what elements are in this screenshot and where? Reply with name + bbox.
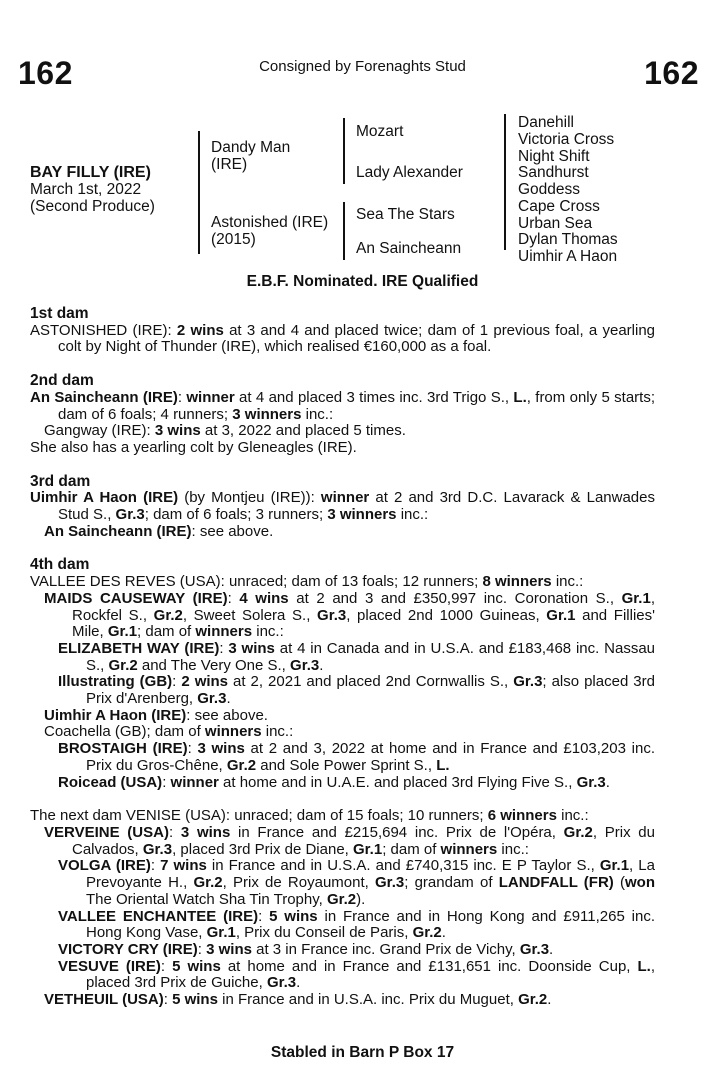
- catalogue-body: [30, 306, 655, 1026]
- bold-text: L.: [513, 388, 527, 406]
- text: , La Prevoyante H.,: [86, 857, 655, 892]
- bold-text: VETHEUIL (USA): [44, 991, 164, 1009]
- horse-produce: (Second Produce): [30, 198, 155, 215]
- ebf-qualification: E.B.F. Nominated. IRE Qualified: [246, 273, 479, 290]
- bold-text: VALLEE ENCHANTEE (IRE): [58, 907, 259, 925]
- bold-text: 8 winners: [482, 573, 552, 591]
- text: ; grandam of: [404, 874, 499, 892]
- text: inc.:: [301, 405, 334, 423]
- record-line: [58, 775, 655, 792]
- record-line: [30, 490, 655, 523]
- bold-text: Gr.3: [266, 974, 297, 992]
- bold-text: 3 wins: [154, 422, 201, 440]
- text: at 3, 2022 and placed 5 times.: [200, 422, 406, 440]
- bold-text: MAIDS CAUSEWAY (IRE): [44, 589, 228, 607]
- text: inc.:: [551, 573, 584, 591]
- text: ; dam of: [382, 840, 441, 858]
- bold-text: Illustrating (GB): [58, 673, 173, 691]
- bold-text: Gr.2: [326, 890, 357, 908]
- record-line: [58, 674, 655, 707]
- text: ; also placed 3rd Prix d'Arenberg,: [86, 673, 655, 708]
- bold-text: Uimhir A Haon (IRE): [30, 489, 179, 507]
- record-line: [44, 591, 655, 641]
- text: inc.:: [497, 840, 529, 858]
- consignor: Consigned by Forenaghts Stud: [259, 58, 466, 75]
- bold-text: won: [624, 874, 655, 892]
- ancestor-2: Victoria Cross: [518, 131, 615, 148]
- text: ASTONISHED (IRE):: [30, 321, 177, 339]
- text: (: [613, 874, 625, 892]
- text: ; dam of: [137, 623, 196, 641]
- text: .: [441, 924, 446, 942]
- text: .: [319, 656, 324, 674]
- lot-number-right: 162: [644, 55, 699, 91]
- text: , from only 5 starts; dam of 6 foals; 4 runners;: [58, 388, 655, 423]
- text: inc.:: [252, 623, 284, 641]
- text: at 2, 2021 and placed 2nd Cornwallis S.,: [228, 673, 514, 691]
- text: The Oriental Watch Sha Tin Trophy,: [86, 890, 327, 908]
- text: inc.:: [261, 723, 294, 741]
- section-heading: 4th dam: [30, 556, 90, 574]
- text: :: [227, 589, 240, 607]
- record-line: [58, 942, 655, 959]
- text: , Sweet Solera S.,: [182, 606, 318, 624]
- bold-text: Gr.3: [290, 656, 320, 674]
- granddam-maternal: An Saincheann: [356, 240, 462, 257]
- dam-section: [30, 474, 655, 541]
- record-line: [58, 909, 655, 942]
- text: at 2 and 3rd D.C. Lavarack & Lanwades Stud S.,: [58, 489, 655, 524]
- ancestor-4: Sandhurst: [518, 164, 589, 181]
- pedigree-bracket-1: [198, 131, 200, 254]
- bold-text: 5 wins: [172, 957, 221, 975]
- bold-text: 4 wins: [239, 589, 289, 607]
- bold-text: Gr.3: [375, 874, 405, 892]
- record-line: [30, 808, 655, 825]
- pedigree-bracket-2a: [343, 118, 345, 184]
- bold-text: Gr.3: [142, 840, 173, 858]
- record-line: [44, 524, 655, 541]
- text: :: [258, 907, 270, 925]
- section-heading: 2nd dam: [30, 372, 94, 390]
- bold-text: 3 wins: [228, 639, 275, 657]
- ancestor-3: Night Shift: [518, 148, 590, 165]
- text: The next dam VENISE (USA): unraced; dam of 15 foals; 10 runners;: [30, 807, 488, 825]
- bold-text: Gr.1: [107, 623, 138, 641]
- pedigree-bracket-3: [504, 114, 506, 250]
- text: :: [168, 823, 181, 841]
- text: ; dam of 6 foals; 3 runners;: [144, 506, 328, 524]
- ancestor-7: Urban Sea: [518, 215, 593, 232]
- dam-section: [30, 306, 655, 356]
- horse-dob: March 1st, 2022: [30, 181, 142, 198]
- bold-text: Gr.1: [599, 857, 630, 875]
- bold-text: L.: [436, 756, 450, 774]
- stabling-info: Stabled in Barn P Box 17: [270, 1044, 455, 1061]
- text: inc.:: [396, 506, 429, 524]
- grandsire-paternal: Mozart: [356, 123, 404, 140]
- text: at 3 in France inc. Grand Prix de Vichy,: [251, 940, 520, 958]
- record-line: [30, 323, 655, 356]
- text: VALLEE DES REVES (USA): unraced; dam of 13 foals; 12 runners;: [30, 573, 483, 591]
- bold-text: Gr.3: [519, 940, 550, 958]
- text: in France and in Hong Kong and £911,265 inc. Hong Kong Vase,: [86, 907, 655, 942]
- text: :: [219, 639, 229, 657]
- section-heading: 1st dam: [30, 305, 89, 322]
- ancestor-6: Cape Cross: [518, 198, 600, 215]
- text: .: [547, 991, 552, 1009]
- text: Coachella (GB); dam of: [44, 723, 205, 741]
- bold-text: 3 wins: [197, 740, 245, 758]
- bold-text: 3 wins: [180, 823, 231, 841]
- text: : see above.: [186, 706, 268, 724]
- text: at 2 and 3 and £350,997 inc. Coronation S.,: [288, 589, 622, 607]
- text: in France and £215,694 inc. Prix de l'Opéra,: [230, 823, 564, 841]
- text: at 2 and 3, 2022 at home and in France and £103,203 inc. Prix du Gros-Chêne,: [86, 740, 655, 774]
- bold-text: Gr.2: [153, 606, 183, 624]
- dam-section: [30, 373, 655, 457]
- bold-text: VERVEINE (USA): [44, 823, 169, 841]
- bold-text: Gr.1: [546, 606, 576, 624]
- text: and The Very One S.,: [137, 656, 291, 674]
- bold-text: Gr.3: [317, 606, 347, 624]
- dam-section: [30, 557, 655, 791]
- lot-number-left: 162: [18, 55, 73, 91]
- granddam-paternal: Lady Alexander: [356, 164, 463, 181]
- record-line: [30, 574, 655, 591]
- text: at home and in U.A.E. and placed 3rd Flying Five S.,: [218, 773, 577, 791]
- bold-text: 5 wins: [172, 991, 218, 1009]
- bold-text: Roicead (USA): [58, 773, 163, 791]
- bold-text: Gr.3: [576, 773, 606, 791]
- bold-text: winner: [320, 489, 370, 507]
- text: She also has a yearling colt by Gleneagles (IRE).: [30, 438, 357, 456]
- bold-text: Gr.3: [115, 506, 145, 524]
- record-line: [44, 825, 655, 858]
- text: at 4 and placed 3 times inc. 3rd Trigo S.,: [234, 388, 514, 406]
- text: and Fillies' Mile,: [72, 606, 655, 641]
- pedigree-table: [0, 112, 725, 272]
- text: and Sole Power Sprint S.,: [256, 756, 437, 774]
- bold-text: Gr.2: [563, 823, 593, 841]
- text: :: [150, 857, 161, 875]
- text: , placed 2nd 1000 Guineas,: [346, 606, 547, 624]
- bold-text: 7 wins: [160, 857, 207, 875]
- text: :: [162, 773, 171, 791]
- record-line: [58, 741, 655, 774]
- bold-text: 6 winners: [487, 807, 557, 825]
- text: Gangway (IRE):: [44, 422, 155, 440]
- grandsire-maternal: Sea The Stars: [356, 206, 455, 223]
- bold-text: Gr.2: [193, 874, 223, 892]
- text: .: [226, 690, 231, 708]
- sire-suffix: (IRE): [211, 156, 248, 173]
- bold-text: Gr.2: [518, 991, 548, 1009]
- bold-text: 3 winners: [232, 405, 302, 423]
- bold-text: Gr.1: [353, 840, 383, 858]
- ancestor-9: Uimhir A Haon: [518, 248, 618, 265]
- bold-text: L.: [637, 957, 651, 975]
- bold-text: 2 wins: [181, 673, 229, 691]
- text: at home and in France and £131,651 inc. Doonside Cup,: [220, 957, 638, 975]
- text: :: [187, 740, 198, 758]
- ancestor-8: Dylan Thomas: [518, 231, 618, 248]
- bold-text: Gr.3: [513, 673, 543, 691]
- text: , placed 3rd Prix de Diane,: [172, 840, 353, 858]
- dam-name: Astonished (IRE): [211, 214, 329, 231]
- text: :: [172, 673, 182, 691]
- bold-text: winner: [186, 388, 235, 406]
- bold-text: BROSTAIGH (IRE): [58, 740, 188, 758]
- text: .: [549, 940, 554, 958]
- bold-text: Gr.2: [108, 656, 138, 674]
- bold-text: winners: [204, 723, 262, 741]
- bold-text: Gr.1: [206, 924, 236, 942]
- record-line: [58, 641, 655, 674]
- section-heading: 3rd dam: [30, 472, 91, 490]
- bold-text: Gr.1: [621, 589, 651, 607]
- text: :: [197, 940, 207, 958]
- bold-text: 3 wins: [206, 940, 252, 958]
- record-line: [44, 724, 655, 741]
- record-line: [44, 423, 655, 440]
- bold-text: Uimhir A Haon (IRE): [44, 706, 187, 724]
- pedigree-bracket-2b: [343, 202, 345, 260]
- ancestor-5: Goddess: [518, 181, 581, 198]
- bold-text: VESUVE (IRE): [58, 957, 161, 975]
- bold-text: LANDFALL (FR): [498, 874, 614, 892]
- bold-text: Gr.2: [226, 756, 257, 774]
- record-line: [30, 440, 655, 457]
- record-line: [44, 708, 655, 725]
- text: :: [160, 957, 173, 975]
- text: , placed 3rd Prix de Guiche,: [86, 957, 655, 992]
- bold-text: 3 winners: [327, 506, 397, 524]
- text: in France and in U.S.A. and £740,315 inc. E P Taylor S.,: [206, 857, 600, 875]
- text: , Prix du Conseil de Paris,: [235, 924, 413, 942]
- bold-text: An Saincheann (IRE): [30, 388, 178, 406]
- text: : see above.: [191, 522, 274, 540]
- sire-name: Dandy Man: [211, 139, 291, 156]
- record-line: [58, 959, 655, 992]
- dam-section: [30, 808, 655, 1008]
- text: , Prix de Royaumont,: [222, 874, 376, 892]
- bold-text: winners: [195, 623, 253, 641]
- text: :: [163, 991, 173, 1009]
- text: at 4 in Canada and in U.S.A. and £183,468 inc. Nassau S.,: [86, 639, 656, 674]
- text: at 3 and 4 and placed twice; dam of 1 previous foal, a yearling colt by Night of Thunder (IRE), which realised €160,000 as a foal.: [58, 321, 656, 356]
- bold-text: 2 wins: [176, 321, 224, 339]
- text: , Prix du Calvados,: [72, 823, 655, 858]
- text: .: [605, 773, 610, 791]
- bold-text: An Saincheann (IRE): [44, 522, 192, 540]
- bold-text: winners: [440, 840, 498, 858]
- text: :: [177, 388, 187, 406]
- dam-year: (2015): [211, 231, 256, 248]
- bold-text: 5 wins: [269, 907, 318, 925]
- text: (by Montjeu (IRE)):: [178, 489, 321, 507]
- record-line: [44, 992, 655, 1009]
- record-line: [58, 858, 655, 908]
- bold-text: VOLGA (IRE): [58, 857, 151, 875]
- bold-text: Gr.2: [412, 924, 442, 942]
- bold-text: ELIZABETH WAY (IRE): [58, 639, 220, 657]
- bold-text: Gr.3: [197, 690, 227, 708]
- text: .: [296, 974, 301, 992]
- ancestor-1: Danehill: [518, 114, 575, 131]
- text: inc.:: [556, 807, 589, 825]
- text: , Rockfel S.,: [72, 589, 655, 624]
- bold-text: winner: [170, 773, 219, 791]
- text: ).: [356, 890, 366, 908]
- text: in France and in U.S.A. inc. Prix du Muguet,: [217, 991, 519, 1009]
- record-line: [30, 390, 655, 423]
- horse-name: BAY FILLY (IRE): [30, 164, 151, 181]
- bold-text: VICTORY CRY (IRE): [58, 940, 198, 958]
